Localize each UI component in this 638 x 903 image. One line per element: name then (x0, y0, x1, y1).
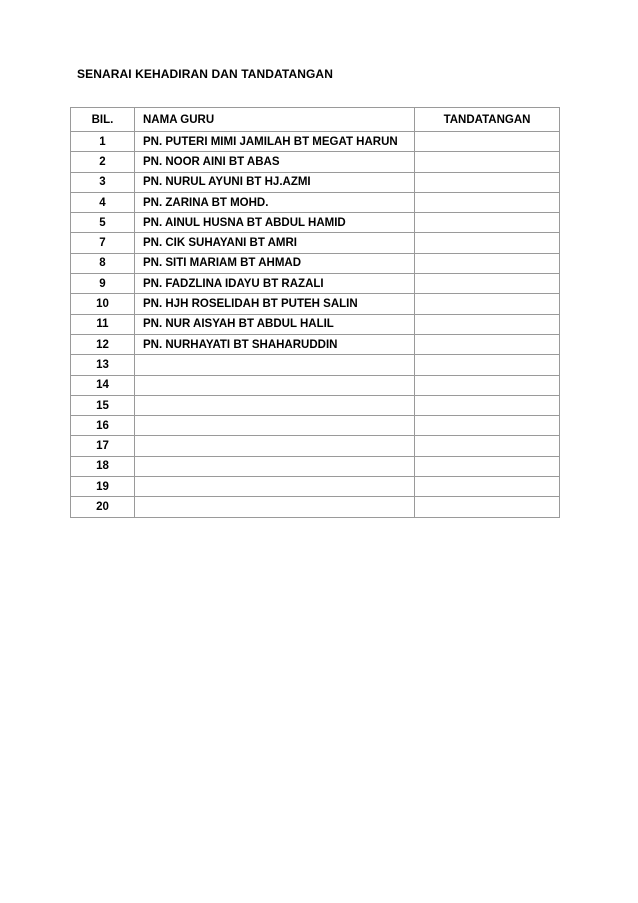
row-number-cell: 3 (71, 172, 135, 192)
teacher-name-cell: PN. AINUL HUSNA BT ABDUL HAMID (135, 213, 415, 233)
teacher-name-cell (135, 355, 415, 375)
signature-cell (415, 213, 560, 233)
row-number-cell: 7 (71, 233, 135, 253)
signature-cell (415, 416, 560, 436)
table-row (71, 132, 560, 152)
signature-cell (415, 192, 560, 212)
header-number: BIL. (71, 108, 135, 132)
table-row (71, 355, 560, 375)
teacher-name-cell: PN. NOOR AINI BT ABAS (135, 152, 415, 172)
signature-cell (415, 152, 560, 172)
table-row (71, 314, 560, 334)
table-row (71, 497, 560, 517)
row-number-cell: 9 (71, 274, 135, 294)
row-number-cell: 19 (71, 477, 135, 497)
teacher-name-cell (135, 436, 415, 456)
signature-cell (415, 497, 560, 517)
teacher-name-cell (135, 497, 415, 517)
table-row (71, 436, 560, 456)
signature-cell (415, 274, 560, 294)
signature-cell (415, 355, 560, 375)
row-number-cell: 4 (71, 192, 135, 212)
table-row (71, 192, 560, 212)
attendance-table (70, 107, 560, 518)
row-number-cell: 13 (71, 355, 135, 375)
signature-cell (415, 436, 560, 456)
header-signature: TANDATANGAN (415, 108, 560, 132)
table-row (71, 172, 560, 192)
row-number-cell: 10 (71, 294, 135, 314)
table-row (71, 395, 560, 415)
header-row (71, 108, 560, 132)
table-row (71, 477, 560, 497)
signature-cell (415, 172, 560, 192)
signature-cell (415, 477, 560, 497)
row-number-cell: 14 (71, 375, 135, 395)
teacher-name-cell (135, 375, 415, 395)
table-row (71, 416, 560, 436)
row-number-cell: 1 (71, 132, 135, 152)
row-number-cell: 2 (71, 152, 135, 172)
header-name: NAMA GURU (135, 108, 415, 132)
signature-cell (415, 253, 560, 273)
row-number-cell: 20 (71, 497, 135, 517)
signature-cell (415, 132, 560, 152)
table-row (71, 456, 560, 476)
signature-cell (415, 375, 560, 395)
teacher-name-cell: PN. CIK SUHAYANI BT AMRI (135, 233, 415, 253)
row-number-cell: 8 (71, 253, 135, 273)
teacher-name-cell: PN. SITI MARIAM BT AHMAD (135, 253, 415, 273)
teacher-name-cell: PN. NURHAYATI BT SHAHARUDDIN (135, 334, 415, 354)
table-body (71, 132, 560, 518)
signature-cell (415, 456, 560, 476)
table-row (71, 375, 560, 395)
teacher-name-cell (135, 416, 415, 436)
teacher-name-cell: PN. ZARINA BT MOHD. (135, 192, 415, 212)
signature-cell (415, 294, 560, 314)
teacher-name-cell (135, 456, 415, 476)
teacher-name-cell (135, 477, 415, 497)
signature-cell (415, 233, 560, 253)
signature-cell (415, 334, 560, 354)
row-number-cell: 12 (71, 334, 135, 354)
teacher-name-cell: PN. NUR AISYAH BT ABDUL HALIL (135, 314, 415, 334)
table-row (71, 294, 560, 314)
teacher-name-cell (135, 395, 415, 415)
row-number-cell: 16 (71, 416, 135, 436)
table-row (71, 334, 560, 354)
row-number-cell: 18 (71, 456, 135, 476)
row-number-cell: 17 (71, 436, 135, 456)
table-row (71, 274, 560, 294)
table-row (71, 213, 560, 233)
row-number-cell: 5 (71, 213, 135, 233)
table-row (71, 233, 560, 253)
table-row (71, 253, 560, 273)
table-row (71, 152, 560, 172)
teacher-name-cell: PN. HJH ROSELIDAH BT PUTEH SALIN (135, 294, 415, 314)
teacher-name-cell: PN. FADZLINA IDAYU BT RAZALI (135, 274, 415, 294)
row-number-cell: 11 (71, 314, 135, 334)
row-number-cell: 15 (71, 395, 135, 415)
teacher-name-cell: PN. NURUL AYUNI BT HJ.AZMI (135, 172, 415, 192)
teacher-name-cell: PN. PUTERI MIMI JAMILAH BT MEGAT HARUN (135, 132, 415, 152)
table-header (71, 108, 560, 132)
signature-cell (415, 395, 560, 415)
signature-cell (415, 314, 560, 334)
document-title: SENARAI KEHADIRAN DAN TANDATANGAN (77, 67, 333, 81)
